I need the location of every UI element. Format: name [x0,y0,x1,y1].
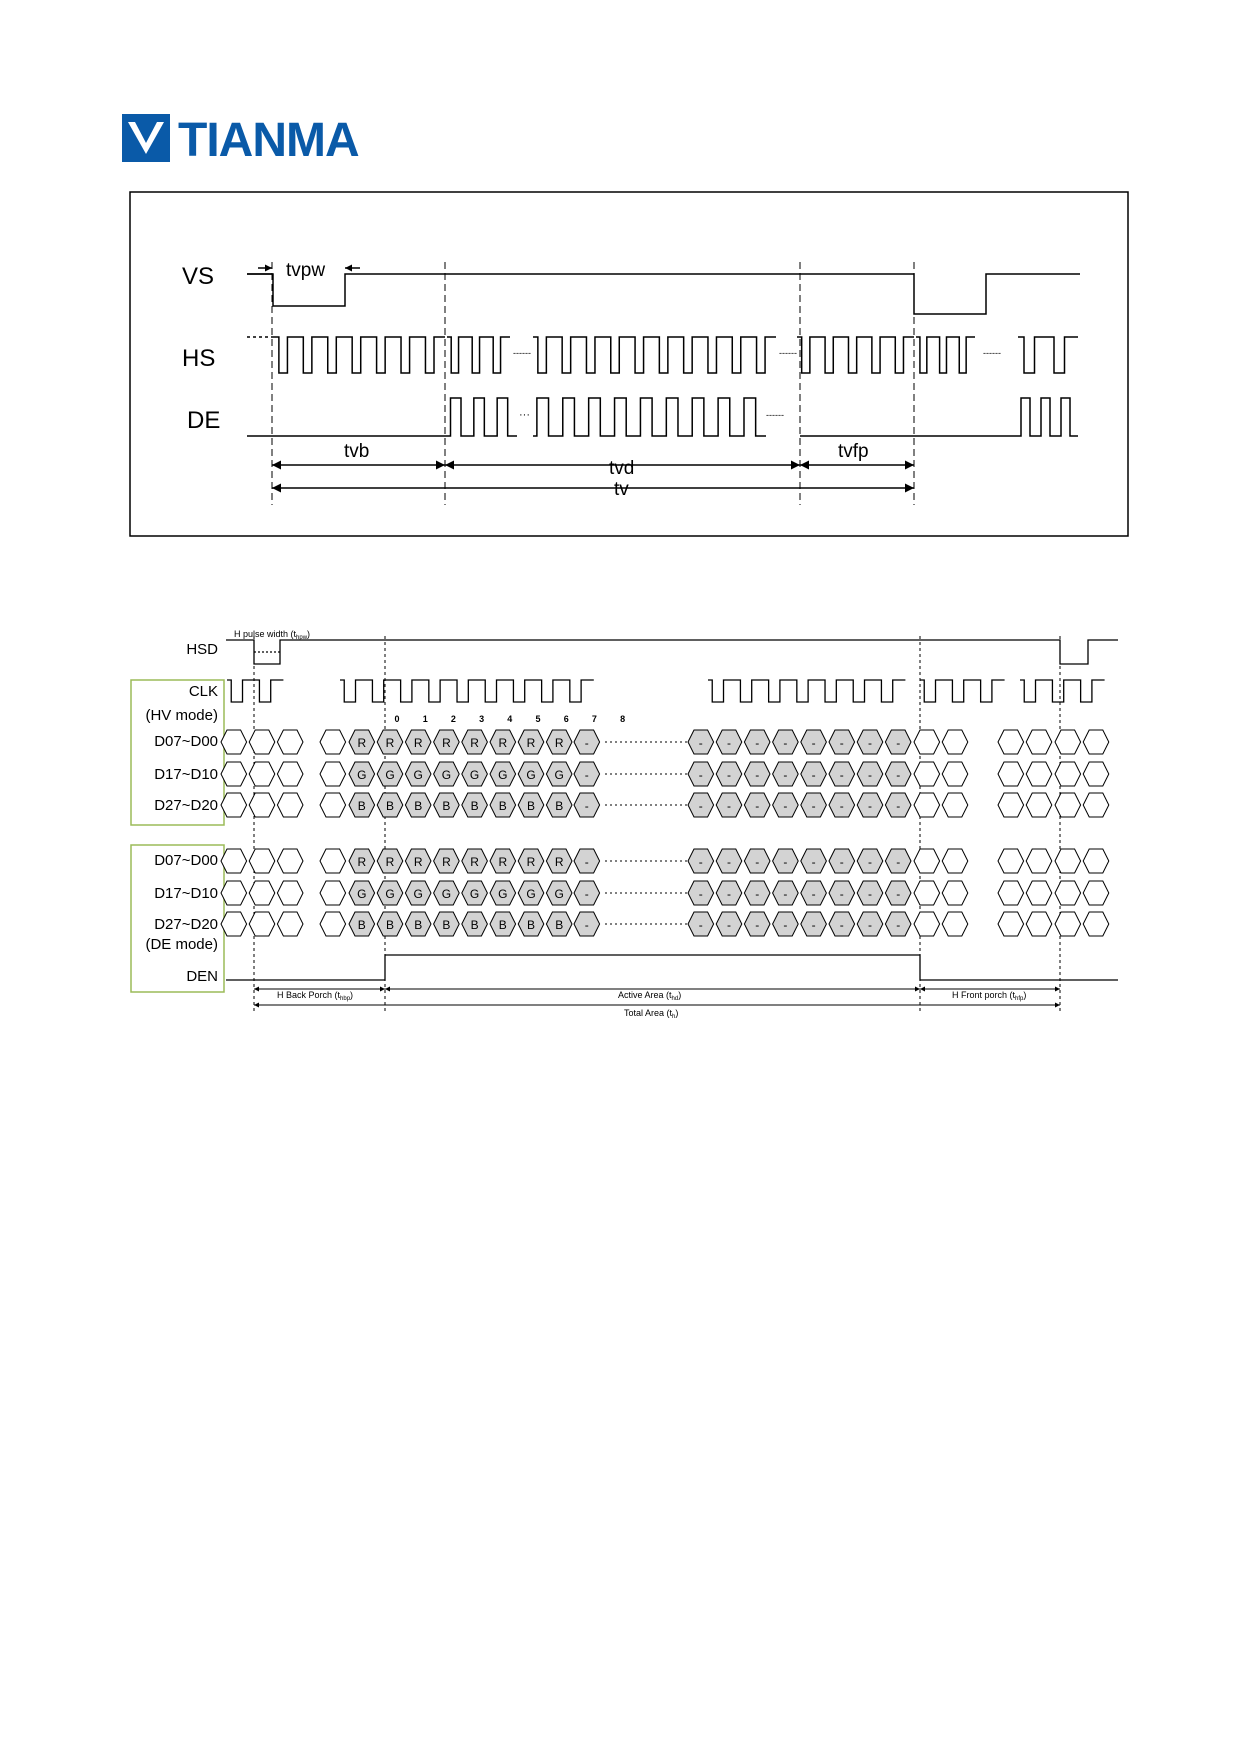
data-cell-text-1-5-4: - [783,736,788,750]
data-cell-text-4-3-3: R [413,855,423,869]
h-back-porch-label: H Back Porch $(t_{hbp})$ [277,990,354,1002]
data-cell-text-3-3-5: B [470,799,479,813]
data-cell-text-6-5-6: - [839,918,844,932]
data-cell-text-4-5-1: - [698,855,703,869]
data-bus-hexagons [221,730,1109,936]
pixel-index-7: 7 [591,714,597,724]
data-row-3 [221,793,1109,817]
data-cell-text-6-5-1: - [698,918,703,932]
data-row-2 [221,762,1109,786]
data-cell-text-1-5-1: - [698,736,703,750]
data-cell-text-1-3-3: R [413,736,423,750]
data-cell-5-6-1 [914,881,940,905]
data-cell-text-3-5-5: - [811,799,816,813]
vs-trace [247,274,1080,314]
data-cell-text-6-4-1: - [584,918,589,932]
data-cell-text-2-3-8: G [554,768,564,782]
data-cell-text-1-3-2: R [385,736,395,750]
pixel-index-1: 1 [422,714,428,724]
tvb-label: tvb [344,441,370,462]
den-waveform [226,955,1118,980]
data-cell-text-5-3-4: G [441,887,452,901]
data-cell-text-2-3-5: G [469,768,480,782]
h-front-porch-arrow-head-right [1055,987,1060,992]
data-cell-4-1-2 [249,849,275,873]
data-cell-text-6-3-2: B [385,918,395,932]
data-cell-text-5-3-5: G [469,887,480,901]
data-cell-4-7-1 [998,849,1024,873]
pixel-index-0: 0 [394,714,400,724]
data-cell-3-6-1 [914,793,940,817]
data-cell-1-7-2 [1026,730,1052,754]
total-area-label: Total Area $(t_h)$ [624,1008,679,1020]
data-cell-1-6-1 [914,730,940,754]
total-area-arrow-head-right [1055,1003,1060,1008]
data-cell-text-6-5-2: - [727,918,731,932]
data-cell-text-2-5-4: - [783,768,788,782]
pixel-index-8: 8 [620,714,626,724]
data-cell-text-2-5-1: - [698,768,703,782]
data-cell-text-3-4-1: - [584,799,589,813]
data-cell-text-5-4-1: - [584,887,589,901]
tvb-arrow-head-right [436,461,445,470]
data-cell-1-7-1 [998,730,1024,754]
data-cell-2-1-2 [249,762,275,786]
h-front-porch-arrow-head-left [920,987,925,992]
data-cell-text-5-5-2: - [727,887,731,901]
vs-waveform [247,274,1080,314]
data-cell-text-5-5-7: - [868,887,872,901]
data-cell-text-5-3-2: G [385,887,395,901]
data-cell-text-5-5-4: - [783,887,788,901]
pixel-index-5: 5 [535,714,541,724]
tvfp-arrow-head-left [800,461,809,470]
total-area-arrow-head-left [254,1003,259,1008]
clk-pulse-group-4 [920,680,1005,702]
data-cell-4-1-1 [221,849,247,873]
hs-pulse-group-5 [916,337,975,373]
data-cell-text-2-5-5: - [811,768,816,782]
clk-pulse-group-1 [227,680,283,702]
data-cell-text-2-5-6: - [839,768,844,782]
de-dots-1: ··· [519,409,530,421]
data-cell-text-3-3-2: B [385,799,395,813]
data-cell-1-8-1 [1055,730,1081,754]
data-cell-text-5-3-3: G [413,887,423,901]
data-cell-3-2-1 [320,793,346,817]
data-cell-text-6-3-6: B [498,918,507,932]
data-cell-1-1-1 [221,730,247,754]
data-cell-4-6-1 [914,849,940,873]
tv-arrow-head-right [905,484,914,493]
hs-pulse-group-4 [797,337,914,373]
data-cell-5-8-2 [1083,881,1109,905]
den-trace [226,955,1118,980]
hs-pulse-group-2 [447,337,510,373]
data-cell-1-6-2 [942,730,968,754]
logo-wordmark: TIANMA [178,114,359,164]
data-cell-3-8-1 [1055,793,1081,817]
hv-d1-label: D17~D10 [154,766,218,783]
hv-d2-label: D27~D20 [154,797,218,814]
data-cell-text-6-5-5: - [811,918,816,932]
data-row-6 [221,912,1109,936]
data-cell-5-1-1 [221,881,247,905]
data-cell-3-6-2 [942,793,968,817]
data-cell-text-1-5-2: - [727,736,731,750]
tv-arrow-head-left [272,484,281,493]
data-cell-text-1-5-3: - [755,736,760,750]
tvpw-arrow-left-head-right [265,265,272,272]
pixel-index-2: 2 [450,714,456,724]
data-cell-text-2-3-4: G [441,768,452,782]
data-cell-text-5-3-6: G [498,887,508,901]
data-cell-text-3-3-8: B [555,799,564,813]
data-cell-text-4-3-2: R [385,855,395,869]
data-cell-text-4-5-4: - [783,855,788,869]
data-cell-5-1-2 [249,881,275,905]
data-cell-text-1-5-5: - [811,736,816,750]
data-cell-text-2-5-7: - [868,768,872,782]
data-cell-4-8-2 [1083,849,1109,873]
tvd-arrow-head-left [445,461,454,470]
data-cell-text-4-4-1: - [584,855,589,869]
data-cell-2-2-1 [320,762,346,786]
data-cell-5-7-1 [998,881,1024,905]
data-cell-text-1-5-7: - [868,736,872,750]
tvfp-label: tvfp [838,441,869,462]
data-cell-text-4-3-8: R [554,855,564,869]
hsd-trace [226,640,1118,664]
de-ellipsis-2: ------ [766,410,784,420]
data-cell-3-1-1 [221,793,247,817]
data-cell-4-8-1 [1055,849,1081,873]
de-signal-label: DE [187,407,221,434]
tvfp-arrow-head-right [905,461,914,470]
data-cell-text-5-3-1: G [357,887,367,901]
data-cell-text-1-5-8: - [896,736,901,750]
data-cell-text-5-5-1: - [698,887,703,901]
data-cell-text-3-3-3: B [414,799,423,813]
de-pulse-group-3 [1018,398,1078,436]
data-cell-text-5-5-6: - [839,887,844,901]
data-cell-5-1-3 [277,881,303,905]
data-cell-text-1-5-6: - [839,736,844,750]
data-cell-5-8-1 [1055,881,1081,905]
data-cell-text-3-3-4: B [442,799,451,813]
data-cell-text-6-3-8: B [555,918,564,932]
data-cell-text-1-3-8: R [554,736,564,750]
data-cell-text-4-5-3: - [755,855,760,869]
data-cell-5-6-2 [942,881,968,905]
vertical-timing-diagram [0,0,1240,560]
data-cell-text-1-3-5: R [470,736,479,750]
data-cell-text-3-5-2: - [727,799,731,813]
data-cell-text-4-5-7: - [868,855,872,869]
tvd-arrow-head-right [791,461,800,470]
data-cell-text-1-3-1: R [357,736,367,750]
data-cell-2-1-3 [277,762,303,786]
clk-pulse-group-3 [708,680,905,702]
den-signal-label: DEN [186,968,218,985]
de-waveform [247,398,1078,436]
data-cell-text-2-5-8: - [896,768,901,782]
data-cell-text-3-3-6: B [498,799,507,813]
hsd-waveform [226,640,1118,664]
data-cell-6-1-1 [221,912,247,936]
pixel-index-3: 3 [479,714,485,724]
data-cell-text-5-5-5: - [811,887,816,901]
data-cell-3-7-2 [1026,793,1052,817]
data-cell-4-2-1 [320,849,346,873]
data-cell-text-5-5-8: - [896,887,901,901]
data-cell-text-4-3-7: R [526,855,536,869]
hv-mode-label: (HV mode) [145,707,218,724]
data-cell-text-6-3-3: B [414,918,423,932]
hs-ellipsis-1: ------ [513,348,531,358]
data-cell-2-7-1 [998,762,1024,786]
data-cell-2-1-1 [221,762,247,786]
data-cell-1-1-3 [277,730,303,754]
hs-pulse-group-3 [533,337,776,373]
data-cell-3-1-2 [249,793,275,817]
h-front-porch-label: H Front porch $(t_{hfp})$ [952,990,1027,1002]
data-cell-text-4-3-6: R [498,855,508,869]
data-cell-text-6-5-7: - [868,918,872,932]
data-row-1 [221,730,1109,754]
tvpw-label: tvpw [286,260,326,281]
active-area-label: Active Area $(t_{hd})$ [618,990,682,1002]
de-d0-label: D07~D00 [154,852,218,869]
data-cell-text-3-3-7: B [526,799,536,813]
data-cell-text-5-3-7: G [526,887,536,901]
clk-pulse-group-2 [340,680,594,702]
data-cell-6-8-1 [1055,912,1081,936]
clk-waveform [227,680,1105,702]
data-cell-3-7-1 [998,793,1024,817]
data-cell-text-3-5-3: - [755,799,760,813]
data-cell-text-3-5-6: - [839,799,844,813]
data-cell-text-2-5-3: - [755,768,760,782]
data-cell-1-8-2 [1083,730,1109,754]
tvb-arrow-head-left [272,461,281,470]
data-cell-6-2-1 [320,912,346,936]
data-cell-6-7-2 [1026,912,1052,936]
data-cell-text-6-5-8: - [896,918,901,932]
data-cell-text-3-5-1: - [698,799,703,813]
data-cell-text-4-3-4: R [442,855,451,869]
data-cell-text-1-4-1: - [584,736,589,750]
active-area-arrow-head-left [385,987,390,992]
data-cell-2-7-2 [1026,762,1052,786]
active-area-arrow-head-right [915,987,920,992]
vertical-boundary-dashed-lines [272,262,914,505]
data-cell-6-6-2 [942,912,968,936]
data-cell-2-6-1 [914,762,940,786]
clk-signal-label: CLK [188,683,218,700]
data-cell-6-8-2 [1083,912,1109,936]
horizontal-timing-diagram [0,600,1240,1040]
vs-signal-label: VS [182,263,215,290]
data-cell-text-4-5-6: - [839,855,844,869]
data-cell-6-6-1 [914,912,940,936]
data-cell-text-2-3-2: G [385,768,395,782]
data-cell-6-7-1 [998,912,1024,936]
data-cell-text-2-4-1: - [584,768,589,782]
hs-ellipsis-3: ------ [983,348,1001,358]
data-cell-text-4-5-8: - [896,855,901,869]
data-cell-4-7-2 [1026,849,1052,873]
data-cell-text-6-3-5: B [470,918,479,932]
data-cell-text-6-3-7: B [526,918,536,932]
data-cell-3-8-2 [1083,793,1109,817]
pixel-index-labels [394,714,625,724]
tvpw-arrow-right-head-left [345,265,352,272]
data-cell-text-4-3-1: R [357,855,367,869]
hs-pulse-group-1 [274,337,445,373]
data-row-5 [221,881,1109,905]
data-cell-4-1-3 [277,849,303,873]
data-cell-text-1-3-4: R [442,736,451,750]
data-cell-3-1-3 [277,793,303,817]
data-row-4 [221,849,1109,873]
data-cell-5-2-1 [320,881,346,905]
de-pulse-group-1 [447,398,517,436]
pixel-index-6: 6 [563,714,569,724]
data-cell-text-5-3-8: G [554,887,564,901]
data-cell-text-3-3-1: B [357,799,366,813]
tvd-label: tvd [609,458,635,479]
clk-pulse-group-5 [1020,680,1105,702]
hv-d0-label: D07~D00 [154,733,218,750]
data-cell-text-2-3-6: G [498,768,508,782]
data-cell-1-1-2 [249,730,275,754]
data-cell-2-6-2 [942,762,968,786]
data-cell-text-6-3-4: B [442,918,451,932]
data-cell-text-3-5-8: - [896,799,901,813]
data-cell-4-6-2 [942,849,968,873]
hs-waveform [247,337,1078,373]
de-pulse-group-2 [533,398,766,436]
hsd-signal-label: HSD [186,641,218,658]
pixel-index-4: 4 [507,714,513,724]
hs-pulse-group-6 [1018,337,1078,373]
hs-signal-label: HS [182,345,216,372]
data-cell-text-6-3-1: B [357,918,366,932]
data-cell-text-6-5-3: - [755,918,760,932]
data-cell-1-2-1 [320,730,346,754]
data-cell-text-2-5-2: - [727,768,731,782]
h-pulse-width-label: H pulse width $(t_{hpw})$ [234,629,311,641]
de-d1-label: D17~D10 [154,885,218,902]
data-cell-text-6-5-4: - [783,918,788,932]
data-cell-5-7-2 [1026,881,1052,905]
hs-ellipsis-2: ------ [779,348,797,358]
data-cell-text-2-3-7: G [526,768,536,782]
tv-label: tv [614,479,629,500]
data-cell-text-3-5-7: - [868,799,872,813]
data-cell-text-4-5-5: - [811,855,816,869]
h-back-porch-arrow-head-right [380,987,385,992]
data-cell-2-8-1 [1055,762,1081,786]
data-cell-text-1-3-6: R [498,736,508,750]
data-cell-text-1-3-7: R [526,736,536,750]
data-cell-text-4-5-2: - [727,855,731,869]
data-cell-text-2-3-3: G [413,768,423,782]
de-d2-label: D27~D20 [154,916,218,933]
data-cell-2-8-2 [1083,762,1109,786]
data-cell-text-3-5-4: - [783,799,788,813]
de-mode-label: (DE mode) [145,936,218,953]
data-cell-text-2-3-1: G [357,768,367,782]
data-cell-text-4-3-5: R [470,855,479,869]
h-back-porch-arrow-head-left [254,987,259,992]
data-cell-text-5-5-3: - [755,887,760,901]
data-cell-6-1-3 [277,912,303,936]
data-cell-6-1-2 [249,912,275,936]
